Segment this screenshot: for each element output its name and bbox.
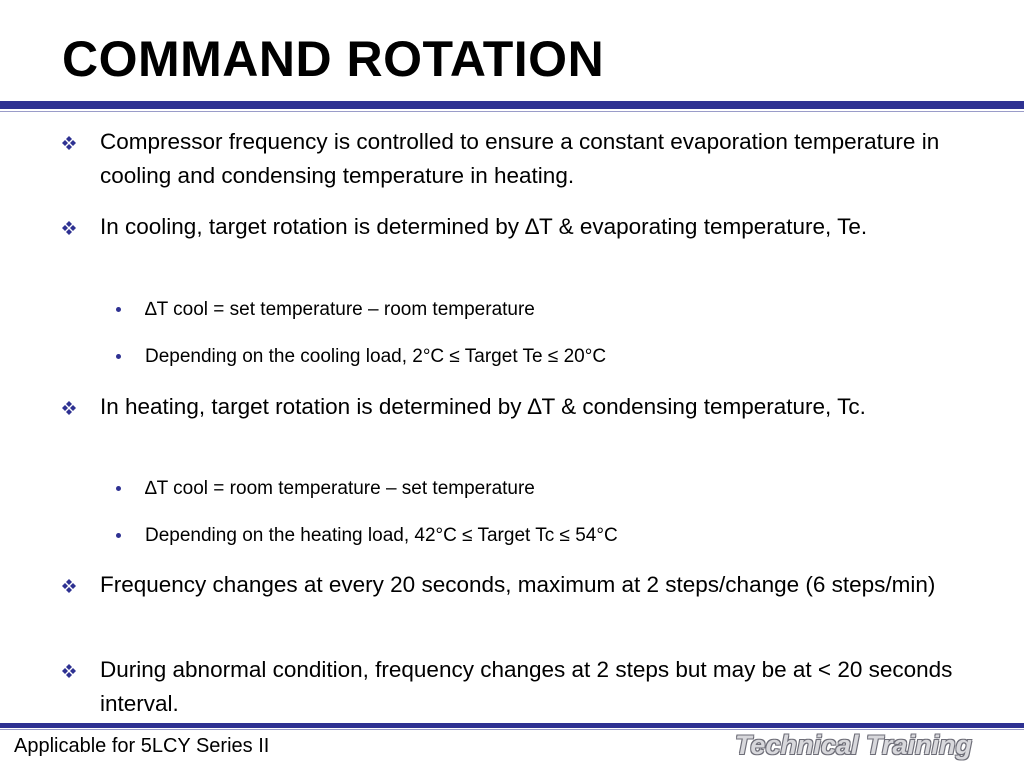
bullet-text: In heating, target rotation is determined by ∆T & condensing temperature, Tc. [100, 394, 866, 419]
bullet-text: Compressor frequency is controlled to ensure a constant evaporation temperature in cooling and condensing temperature in heating. [100, 129, 940, 188]
bullet-item [100, 653, 980, 721]
sub-bullet-item [145, 344, 975, 370]
sub-bullet-item [145, 476, 975, 502]
footer-divider [0, 723, 1024, 728]
bullet-item [100, 210, 980, 244]
title-divider [0, 101, 1024, 109]
bullet-text: Frequency changes at every 20 seconds, maximum at 2 steps/change (6 steps/min) [100, 572, 936, 597]
bullet-text: During abnormal condition, frequency changes at 2 steps but may be at < 20 seconds interval. [100, 657, 953, 716]
title-divider-thin [0, 111, 1024, 112]
four-diamond-icon [62, 579, 76, 593]
slide-title: COMMAND ROTATION [62, 31, 605, 87]
four-diamond-icon [62, 136, 76, 150]
sub-bullet-text: Depending on the cooling load, 2°C ≤ Target Te ≤ 20°C [145, 346, 607, 367]
footer-note: Applicable for 5LCY Series II [14, 735, 270, 757]
sub-bullet-item [145, 523, 975, 549]
bullet-item [100, 568, 980, 602]
dot-icon [116, 486, 121, 491]
bullet-item [100, 125, 980, 193]
four-diamond-icon [62, 221, 76, 235]
dot-icon [116, 354, 121, 359]
sub-bullet-text: ∆T cool = set temperature – room temperature [145, 299, 535, 320]
sub-bullet-text: Depending on the heating load, 42°C ≤ Target Tc ≤ 54°C [145, 525, 618, 546]
dot-icon [116, 533, 121, 538]
sub-bullet-text: ∆T cool = room temperature – set temperature [145, 478, 535, 499]
four-diamond-icon [62, 664, 76, 678]
bullet-text: In cooling, target rotation is determined by ∆T & evaporating temperature, Te. [100, 214, 868, 239]
sub-bullet-item [145, 297, 975, 323]
dot-icon [116, 307, 121, 312]
bullet-item [100, 390, 980, 424]
footer-brand: Technical Training [734, 730, 972, 760]
four-diamond-icon [62, 401, 76, 415]
